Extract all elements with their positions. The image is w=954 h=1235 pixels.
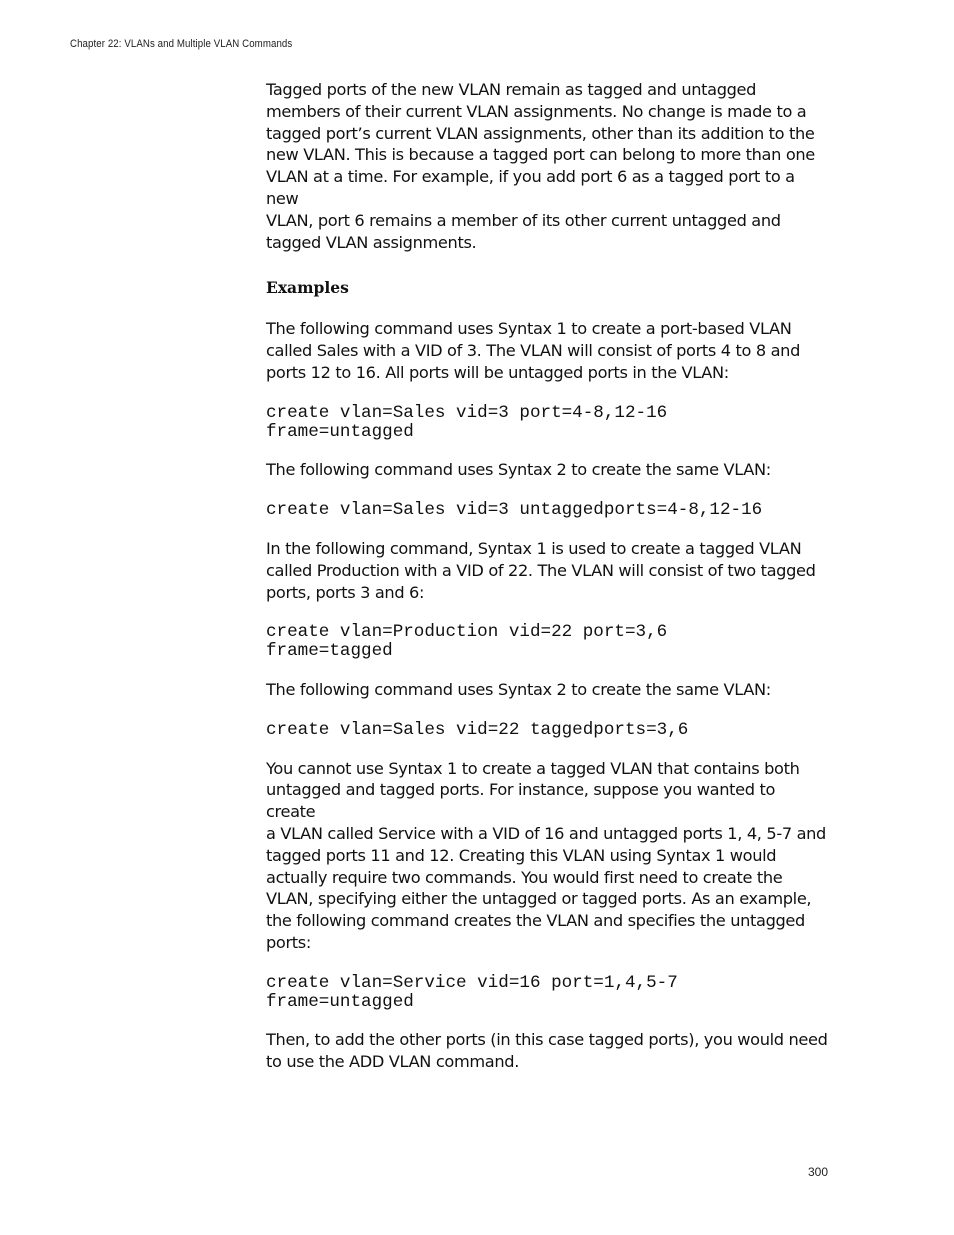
intro-paragraph: Tagged ports of the new VLAN remain as tagged and untagged members of their current VLAN assignments. No change is made to a tagged port’s current VLAN assignments, other than its addition to the new VLAN. This is because a tagged port can belong to more than one VLAN at a time. For example, if you add port 6 as a tagged port to a new VLAN, port 6 remains a member of its other current untagged and tagged VLAN assignments. xyxy=(266,80,815,252)
mixed-ports-paragraph: You cannot use Syntax 1 to create a tagged VLAN that contains both untagged and tagged ports. For instance, suppose you wanted to create a VLAN called Service with a VID of 16 and untagged ports 1, 4, 5-7 and tagged ports 11 and 12. Creating this VLAN using Syntax 1 would actually require two commands. You would first need to create the VLAN, specifying either the untagged or tagged ports. As an example, the following command creates the VLAN and specifies the untagged ports: xyxy=(266,758,826,952)
code-example-5: create vlan=Service vid=16 port=1,4,5-7 frame=untagged xyxy=(266,972,678,1012)
final-paragraph: Then, to add the other ports (in this case tagged ports), you would need to use the ADD VLAN command. xyxy=(266,1030,828,1072)
page-content xyxy=(266,79,828,1073)
examples-heading: Examples xyxy=(266,278,349,298)
running-header: Chapter 22: VLANs and Multiple VLAN Commands xyxy=(70,38,293,50)
example1-paragraph: The following command uses Syntax 1 to create a port-based VLAN called Sales with a VID of 3. The VLAN will consist of ports 4 to 8 and ports 12 to 16. All ports will be untagged ports in the VLAN: xyxy=(266,319,801,382)
syntax2-paragraph-a: The following command uses Syntax 2 to create the same VLAN: xyxy=(266,460,771,480)
example3-paragraph: In the following command, Syntax 1 is used to create a tagged VLAN called Production with a VID of 22. The VLAN will consist of two tagged ports, ports 3 and 6: xyxy=(266,538,816,602)
code-example-4: create vlan=Sales vid=22 taggedports=3,6 xyxy=(266,719,689,740)
code-example-2: create vlan=Sales vid=3 untaggedports=4-8,12-16 xyxy=(266,500,763,521)
code-example-3: create vlan=Production vid=22 port=3,6 frame=tagged xyxy=(266,622,668,662)
code-example-1: create vlan=Sales vid=3 port=4-8,12-16 frame=untagged xyxy=(266,402,668,442)
page-number: 300 xyxy=(807,1165,828,1179)
syntax2-paragraph-b: The following command uses Syntax 2 to create the same VLAN: xyxy=(266,679,771,699)
